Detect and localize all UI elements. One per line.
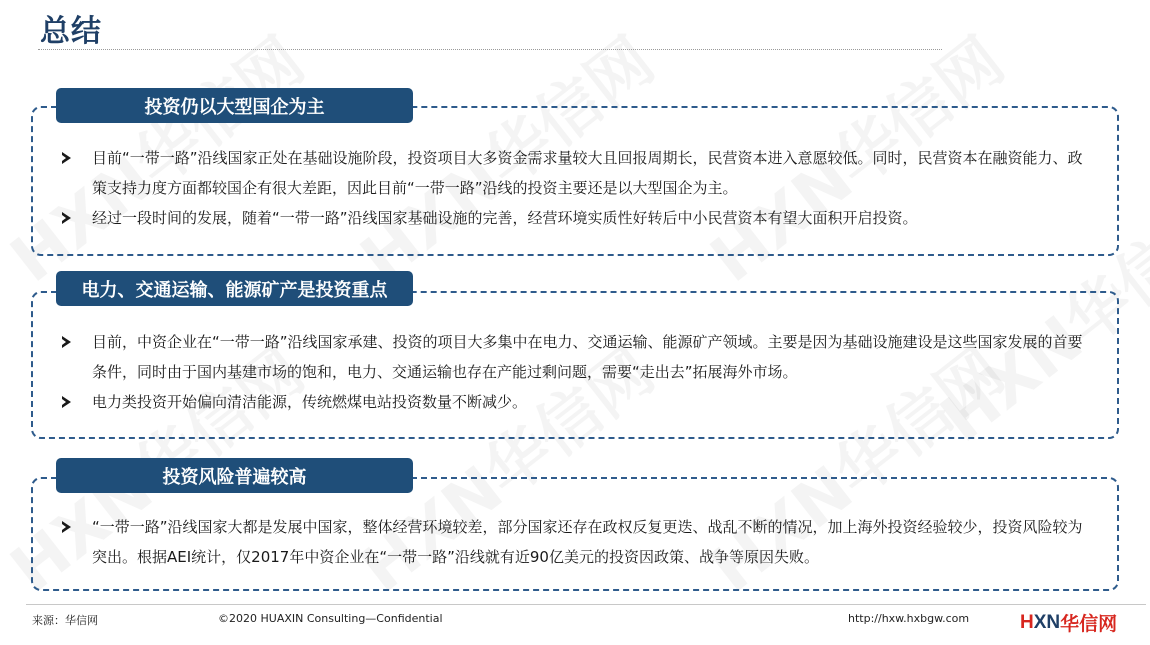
bullet-text: “一带一路”沿线国家大都是发展中国家，整体经营环境较差，部分国家还存在政权反复更迭、战乱不断的情况，加上海外投资经验较少，投资风险较为突出。根据AEI统计，仅2017年中资企业在“一带一路”沿线就有近90亿美元的投资因政策、战争等原因失败。 <box>92 518 1083 566</box>
list-item <box>62 327 1092 387</box>
bullet-text: 经过一段时间的发展，随着“一带一路”沿线国家基础设施的完善，经营环境实质性好转后中小民营资本有望大面积开启投资。 <box>92 209 918 227</box>
logo-latin: XN <box>1033 611 1061 633</box>
bullet-text: 目前“一带一路”沿线国家正处在基础设施阶段，投资项目大多资金需求量较大且回报周期长，民营资本进入意愿较低。同时，民营资本在融资能力、政策支持力度方面都较国企有很大差距，因此目前“一带一路”沿线的投资主要还是以大型国企为主。 <box>92 149 1083 197</box>
footer-divider <box>26 604 1146 605</box>
section-bullets-3 <box>62 512 1092 572</box>
section-bullets-1 <box>62 143 1092 233</box>
bullet-text: 电力类投资开始偏向清洁能源，传统燃煤电站投资数量不断减少。 <box>92 393 528 411</box>
arrow-bullet-icon <box>62 336 71 348</box>
footer-source: 来源：华信网 <box>32 614 98 627</box>
list-item <box>62 512 1092 572</box>
footer-copyright: ©2020 HUAXIN Consulting—Confidential <box>218 612 443 625</box>
section-header-3: 投资风险普遍较高 <box>56 458 413 493</box>
section-header-1: 投资仍以大型国企为主 <box>56 88 413 123</box>
section-header-2: 电力、交通运输、能源矿产是投资重点 <box>56 271 413 306</box>
list-item <box>62 143 1092 203</box>
page-title: 总结 <box>40 14 102 49</box>
list-item <box>62 203 1092 233</box>
huaxin-logo <box>1020 609 1117 636</box>
arrow-bullet-icon <box>62 212 71 224</box>
list-item <box>62 387 1092 417</box>
title-divider <box>38 49 942 50</box>
logo-chinese: 华信网 <box>1060 614 1118 635</box>
section-bullets-2 <box>62 327 1092 417</box>
bullet-text: 目前，中资企业在“一带一路”沿线国家承建、投资的项目大多集中在电力、交通运输、能源矿产领域。主要是因为基础设施建设是这些国家发展的首要条件，同时由于国内基建市场的饱和，电力、交通运输也存在产能过剩问题，需要“走出去”拓展海外市场。 <box>92 333 1083 381</box>
arrow-bullet-icon <box>62 521 71 533</box>
footer-url[interactable]: http://hxw.hxbgw.com <box>848 612 970 625</box>
arrow-bullet-icon <box>62 152 71 164</box>
logo-mark: H <box>1020 611 1034 633</box>
arrow-bullet-icon <box>62 396 71 408</box>
